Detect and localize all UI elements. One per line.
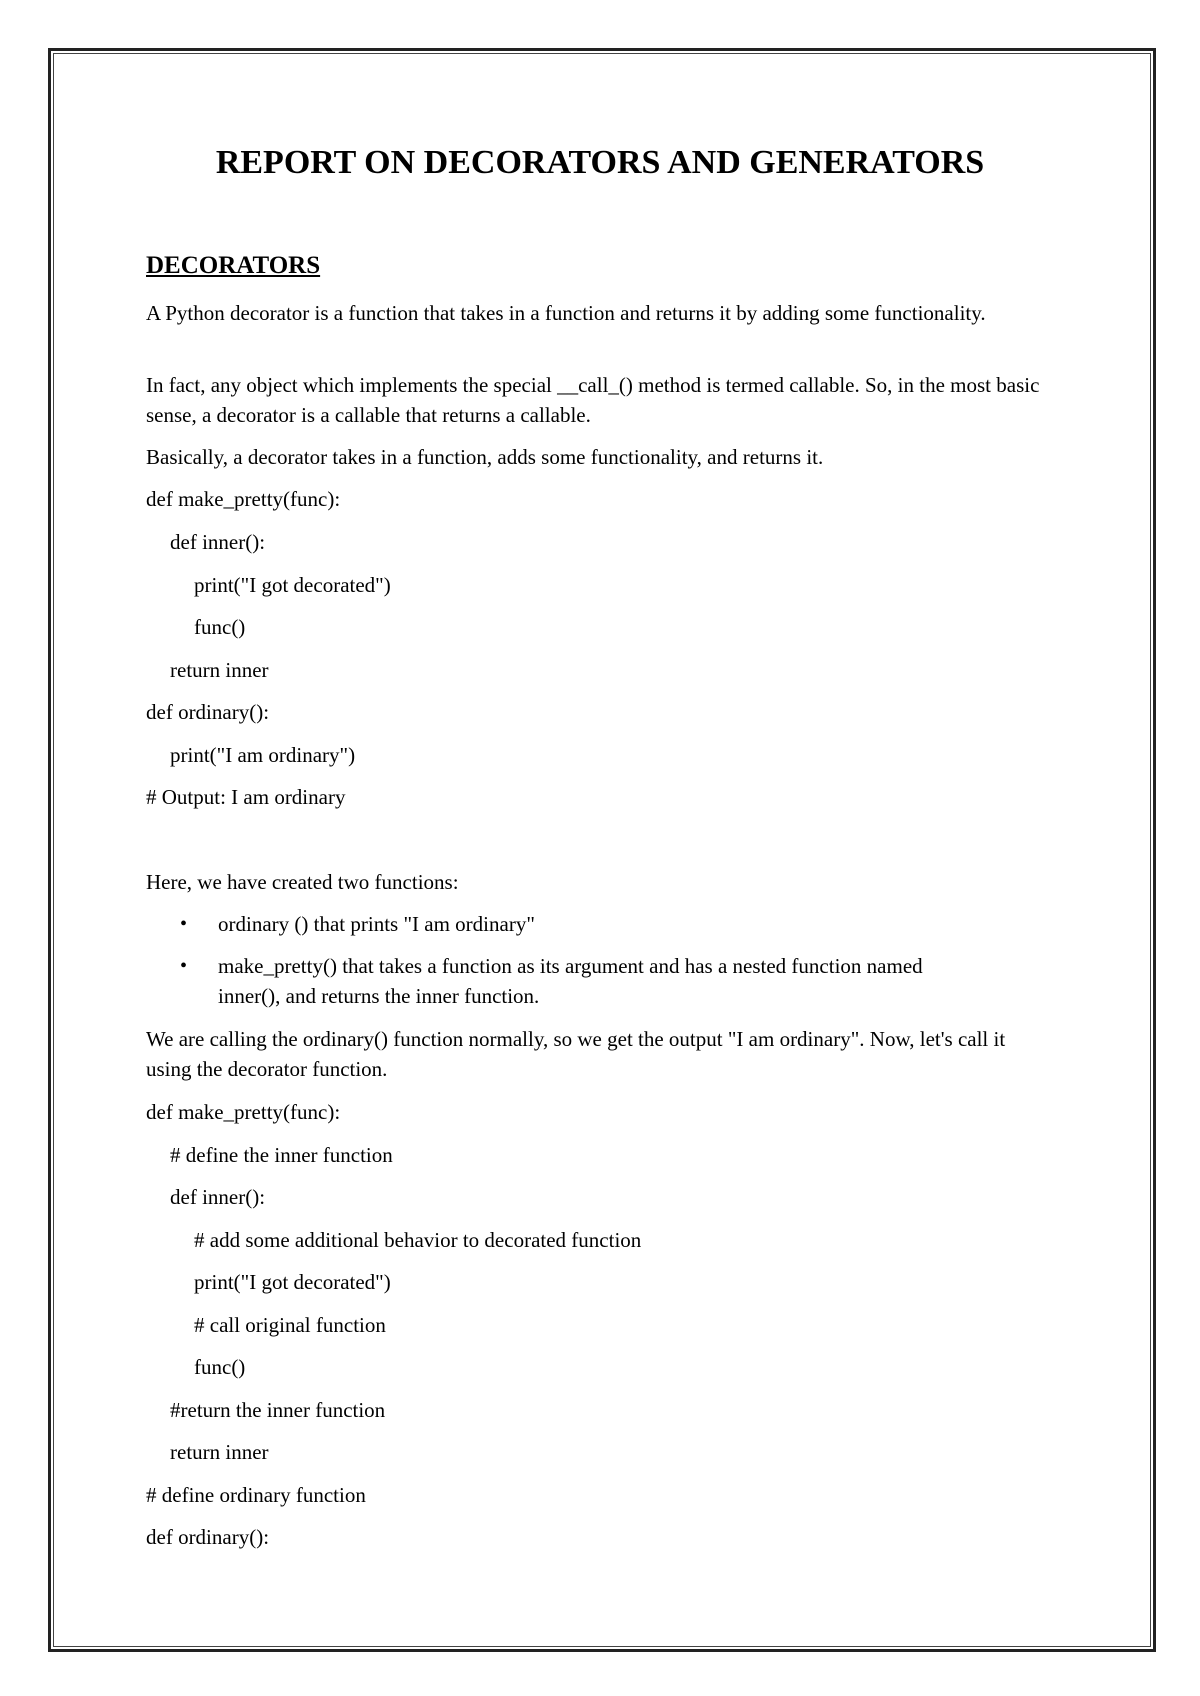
code1-line-5: return inner [170,658,269,682]
explanation-outro: We are calling the ordinary() function normally, so we get the output "I am ordinary". Now, let's call it using the decorator function. [146,1027,1006,1081]
code2-line-11: def ordinary(): [146,1525,270,1549]
code1-line-8: # Output: I am ordinary [146,785,346,809]
code2-line-6: # call original function [194,1313,386,1337]
intro-paragraph-2: In fact, any object which implements the special __call_() method is termed callable. So, in the most basic sense, a decorator is a callable that returns a callable. [146,373,1040,427]
bullet-dot-2: • [180,955,188,977]
code1-line-1: def make_pretty(func): [146,487,341,511]
code1-line-7: print("I am ordinary") [170,743,356,767]
code1-line-2: def inner(): [170,530,266,554]
code2-line-4: # add some additional behavior to decorated function [194,1228,642,1252]
code1-line-6: def ordinary(): [146,700,270,724]
code2-line-7: func() [194,1355,246,1379]
bullet-item-1: ordinary () that prints "I am ordinary" [218,912,535,936]
bullet-dot-1: • [180,913,188,935]
code2-line-8: #return the inner function [170,1398,386,1422]
code2-line-10: # define ordinary function [146,1483,366,1507]
document-title: REPORT ON DECORATORS AND GENERATORS [215,144,985,181]
code1-line-3: print("I got decorated") [194,573,391,597]
intro-paragraph-3: Basically, a decorator takes in a function, adds some functionality, and returns it. [146,445,824,469]
code2-line-3: def inner(): [170,1185,266,1209]
explanation-intro: Here, we have created two functions: [146,870,459,894]
code2-line-5: print("I got decorated") [194,1270,391,1294]
code2-line-1: def make_pretty(func): [146,1100,341,1124]
intro-paragraph-1: A Python decorator is a function that takes in a function and returns it by adding some functionality. [146,301,986,325]
code2-line-9: return inner [170,1440,269,1464]
bullet-item-2: make_pretty() that takes a function as its argument and has a nested function named inner(), and returns the inner function. [218,954,923,1008]
code2-line-2: # define the inner function [170,1143,393,1167]
section-heading-decorators: DECORATORS [146,252,321,279]
code1-line-4: func() [194,615,246,639]
